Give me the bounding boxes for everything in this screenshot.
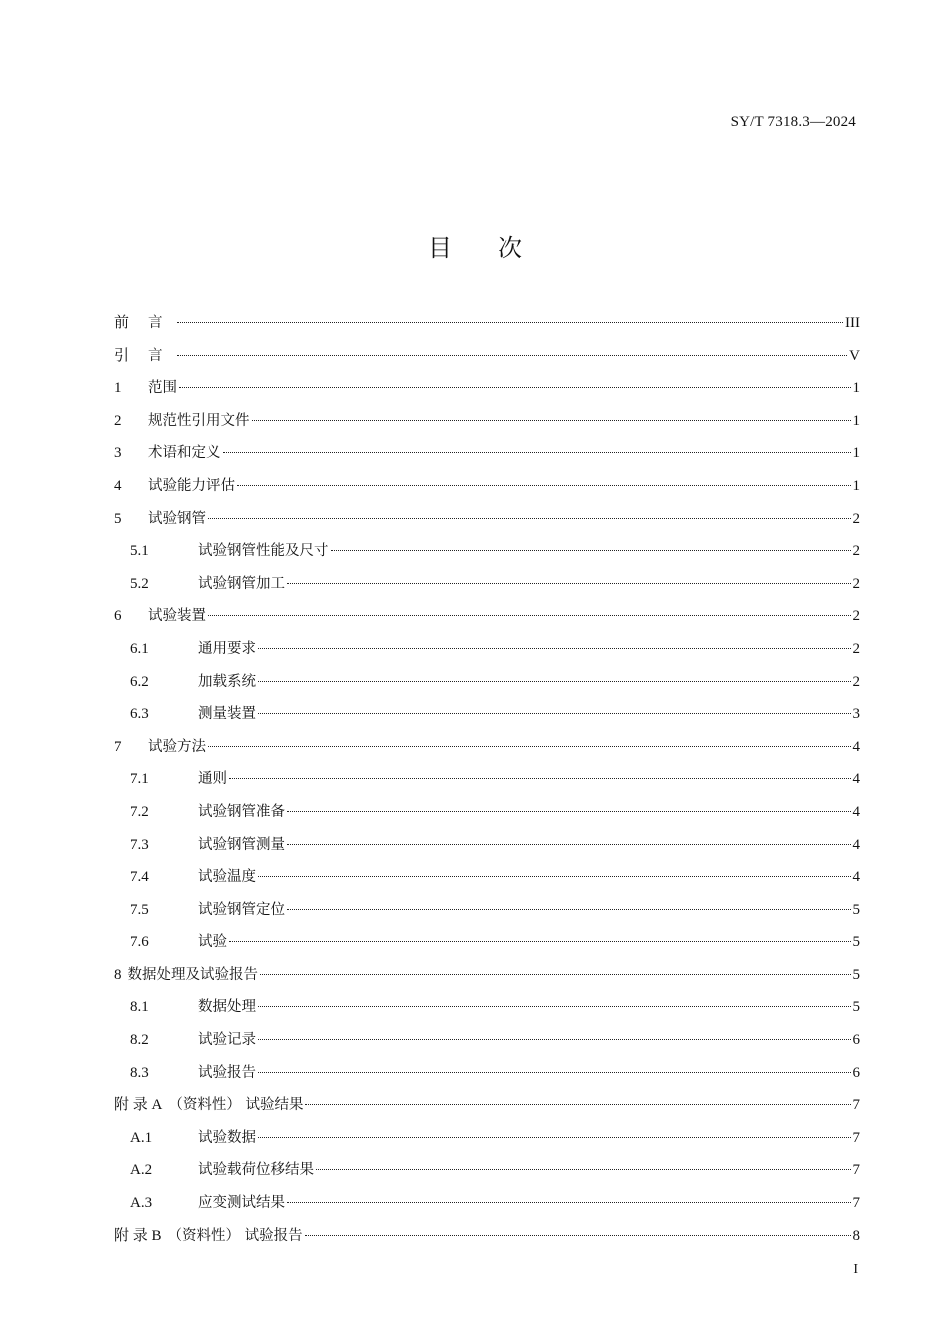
toc-dot-leader — [177, 355, 848, 356]
toc-entry[interactable] — [114, 474, 860, 507]
toc-entry-number: 8.3 — [130, 1064, 149, 1081]
toc-dot-leader — [287, 583, 851, 584]
toc-entry[interactable] — [114, 1191, 860, 1224]
toc-entry[interactable] — [114, 735, 860, 768]
toc-entry[interactable] — [114, 670, 860, 703]
toc-entry-page: 2 — [852, 608, 860, 625]
toc-entry-page: 1 — [852, 380, 860, 397]
toc-entry-number: 6 — [114, 608, 122, 625]
toc-entry-label: 试验报告 — [198, 1064, 256, 1081]
toc-entry-page: 7 — [852, 1129, 860, 1146]
toc-entry-page: 2 — [852, 510, 860, 527]
toc-entry-label: 规范性引用文件 — [148, 412, 250, 429]
toc-entry-number: 7.4 — [130, 869, 149, 886]
toc-entry-number: 7.2 — [130, 803, 149, 820]
toc-dot-leader — [258, 713, 851, 714]
toc-entry[interactable] — [114, 963, 860, 996]
toc-entry-number: 6.1 — [130, 640, 149, 657]
toc-entry-label: 试验记录 — [198, 1032, 256, 1049]
toc-entry[interactable] — [114, 572, 860, 605]
toc-entry-label: 试验 — [198, 934, 227, 951]
toc-entry[interactable] — [114, 1126, 860, 1159]
toc-entry-label: 试验载荷位移结果 — [198, 1162, 314, 1179]
toc-entry-page: 4 — [852, 836, 860, 853]
toc-dot-leader — [252, 420, 851, 421]
toc-entry-label: 试验钢管加工 — [198, 575, 285, 592]
toc-entry-number: 7.6 — [130, 934, 149, 951]
toc-entry-label: 数据处理 — [198, 999, 256, 1016]
toc-entry-number: 8.2 — [130, 1032, 149, 1049]
toc-dot-leader — [208, 746, 851, 747]
toc-entry-label: 测量装置 — [198, 706, 256, 723]
toc-dot-leader — [177, 322, 844, 323]
toc-dot-leader — [287, 811, 851, 812]
toc-entry-label: 试验钢管定位 — [198, 901, 285, 918]
toc-entry-page: III — [845, 315, 860, 331]
toc-dot-leader — [258, 1039, 851, 1040]
toc-entry-label: 试验温度 — [198, 869, 256, 886]
toc-entry[interactable] — [114, 1093, 860, 1126]
toc-entry-number: A.3 — [130, 1195, 153, 1212]
toc-entry-page: 2 — [852, 640, 860, 657]
toc-entry[interactable] — [114, 539, 860, 572]
toc-entry-page: 1 — [852, 445, 860, 462]
toc-dot-leader — [208, 615, 851, 616]
toc-entry[interactable] — [114, 1158, 860, 1191]
toc-entry-page: 1 — [852, 477, 860, 494]
toc-entry-number: 5.1 — [130, 543, 149, 560]
toc-dot-leader — [287, 909, 851, 910]
toc-entry[interactable] — [114, 930, 860, 963]
toc-entry-label: 试验钢管测量 — [198, 836, 285, 853]
toc-entry[interactable] — [114, 995, 860, 1028]
toc-entry-page: 4 — [852, 738, 860, 755]
toc-dot-leader — [331, 550, 851, 551]
toc-entry-number: A.2 — [130, 1162, 153, 1179]
toc-entry-label: 加载系统 — [198, 673, 256, 690]
toc-entry-page: 5 — [852, 999, 860, 1016]
toc-dot-leader — [287, 1202, 851, 1203]
toc-entry[interactable] — [114, 311, 860, 344]
toc-entry-number: 7 — [114, 738, 122, 755]
toc-title: 目次 — [428, 234, 568, 263]
toc-entry-label: 术语和定义 — [148, 445, 221, 462]
toc-entry[interactable] — [114, 898, 860, 931]
toc-entry[interactable] — [114, 800, 860, 833]
toc-entry-label: 应变测试结果 — [198, 1195, 285, 1212]
toc-entry-label: 通则 — [198, 771, 227, 788]
toc-entry-number: 6.2 — [130, 673, 149, 690]
toc-entry-page: 7 — [852, 1097, 860, 1114]
toc-dot-leader — [305, 1104, 850, 1105]
toc-entry-page: 5 — [852, 966, 860, 983]
toc-entry[interactable] — [114, 507, 860, 540]
toc-entry-page: 7 — [852, 1195, 860, 1212]
toc-entry[interactable] — [114, 344, 860, 377]
toc-entry[interactable] — [114, 833, 860, 866]
document-code: SY/T 7318.3—2024 — [730, 114, 856, 130]
toc-dot-leader — [258, 648, 851, 649]
toc-entry-label: 试验钢管准备 — [198, 803, 285, 820]
toc-entry-label: 范围 — [148, 380, 177, 397]
toc-entry-number: 6.3 — [130, 706, 149, 723]
toc-entry-label: 试验能力评估 — [148, 477, 235, 494]
toc-dot-leader — [223, 452, 851, 453]
toc-entry-number: 8 — [114, 966, 122, 983]
toc-dot-leader — [287, 844, 851, 845]
toc-entry-page: 7 — [852, 1162, 860, 1179]
toc-entry-label: 试验钢管 — [148, 510, 206, 527]
page-number: I — [853, 1262, 858, 1277]
toc-entry[interactable] — [114, 767, 860, 800]
toc-entry-number: 附 录 A — [114, 1097, 163, 1114]
toc-entry[interactable] — [114, 702, 860, 735]
toc-entry-number: 前 — [114, 315, 130, 331]
toc-dot-leader — [305, 1235, 851, 1236]
toc-entry-number: A.1 — [130, 1129, 153, 1146]
toc-entry[interactable] — [114, 604, 860, 637]
toc-dot-leader — [316, 1169, 851, 1170]
toc-dot-leader — [258, 876, 851, 877]
toc-entry-label: 通用要求 — [198, 640, 256, 657]
table-of-contents — [114, 311, 860, 1256]
toc-entry-page: 5 — [852, 901, 860, 918]
toc-entry-page: V — [849, 347, 860, 364]
toc-entry-page: 6 — [852, 1064, 860, 1081]
toc-entry[interactable] — [114, 376, 860, 409]
toc-entry-page: 6 — [852, 1032, 860, 1049]
toc-entry-number: 引 — [114, 347, 130, 364]
toc-entry[interactable] — [114, 1224, 860, 1257]
toc-dot-leader — [260, 974, 851, 975]
toc-entry-page: 1 — [852, 412, 860, 429]
toc-entry-page: 4 — [852, 771, 860, 788]
toc-entry-page: 4 — [852, 803, 860, 820]
toc-dot-leader — [237, 485, 851, 486]
toc-entry-label: 试验装置 — [148, 608, 206, 625]
toc-entry-number: 5.2 — [130, 575, 149, 592]
toc-dot-leader — [229, 778, 851, 779]
toc-entry-page: 4 — [852, 869, 860, 886]
toc-entry[interactable] — [114, 1061, 860, 1094]
toc-dot-leader — [258, 1072, 851, 1073]
toc-entry-number: 5 — [114, 510, 122, 527]
toc-entry-label: 试验方法 — [148, 738, 206, 755]
toc-entry[interactable] — [114, 865, 860, 898]
toc-entry-label: （资料性） 试验结果 — [168, 1097, 304, 1114]
toc-entry-page: 2 — [852, 543, 860, 560]
toc-entry-label: 试验数据 — [198, 1129, 256, 1146]
toc-entry-label: 言 — [148, 315, 175, 331]
toc-entry[interactable] — [114, 1028, 860, 1061]
toc-dot-leader — [258, 681, 851, 682]
toc-entry[interactable] — [114, 441, 860, 474]
toc-dot-leader — [208, 518, 851, 519]
toc-entry-label: （资料性） 试验报告 — [167, 1227, 303, 1244]
toc-entry-number: 1 — [114, 380, 122, 397]
toc-entry-page: 8 — [852, 1227, 860, 1244]
toc-entry-number: 4 — [114, 477, 122, 494]
toc-entry-label: 试验钢管性能及尺寸 — [198, 543, 329, 560]
toc-entry-number: 2 — [114, 412, 122, 429]
toc-entry-number: 7.5 — [130, 901, 149, 918]
toc-entry-page: 2 — [852, 673, 860, 690]
toc-dot-leader — [258, 1006, 851, 1007]
toc-entry-number: 附 录 B — [114, 1227, 162, 1244]
toc-dot-leader — [229, 941, 851, 942]
toc-entry-number: 7.1 — [130, 771, 149, 788]
toc-entry-number: 7.3 — [130, 836, 149, 853]
toc-dot-leader — [179, 387, 851, 388]
toc-entry-number: 3 — [114, 445, 122, 462]
toc-entry-page: 3 — [852, 706, 860, 723]
toc-dot-leader — [258, 1137, 851, 1138]
toc-entry[interactable] — [114, 637, 860, 670]
toc-entry-page: 2 — [852, 575, 860, 592]
toc-entry-label: 言 — [148, 347, 175, 364]
toc-entry-label: 数据处理及试验报告 — [127, 966, 258, 983]
toc-entry[interactable] — [114, 409, 860, 442]
toc-entry-number: 8.1 — [130, 999, 149, 1016]
toc-entry-page: 5 — [852, 934, 860, 951]
